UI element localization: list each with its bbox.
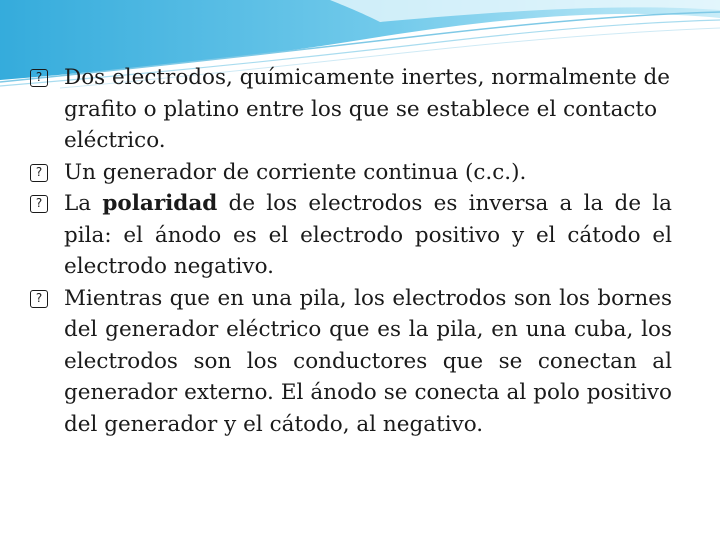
bullet-item-1 [30, 62, 672, 157]
missing-glyph-icon: ? [30, 164, 48, 182]
bullet-text: Dos electrodos, químicamente inertes, normalmente de grafito o platino entre los que se establece el contacto eléctrico. [64, 65, 671, 153]
missing-glyph-icon: ? [30, 195, 48, 213]
bullet-text: Un generador de corriente continua (c.c.). [64, 159, 527, 185]
missing-glyph-icon: ? [30, 69, 48, 87]
bullet-item-4 [30, 283, 672, 441]
slide-body [30, 62, 672, 440]
bullet-emphasis: polaridad [102, 191, 218, 216]
missing-glyph-icon: ? [30, 290, 48, 308]
bullet-text-prefix: La [64, 191, 103, 216]
bullet-item-3 [30, 188, 672, 283]
bullet-item-2 [30, 157, 672, 189]
bullet-text: Mientras que en una pila, los electrodos son los bornes del generador eléctrico que es la pila, en una cuba, los electrodos son los conductores que se conectan al generador externo. El ánodo se conecta al polo positivo del generador y el cátodo, al negativo. [64, 285, 672, 437]
bullet-text-suffix: de los electrodos es inversa a la de la pila: el ánodo es el electrodo positivo y el cátodo el electrodo negativo. [64, 191, 672, 279]
